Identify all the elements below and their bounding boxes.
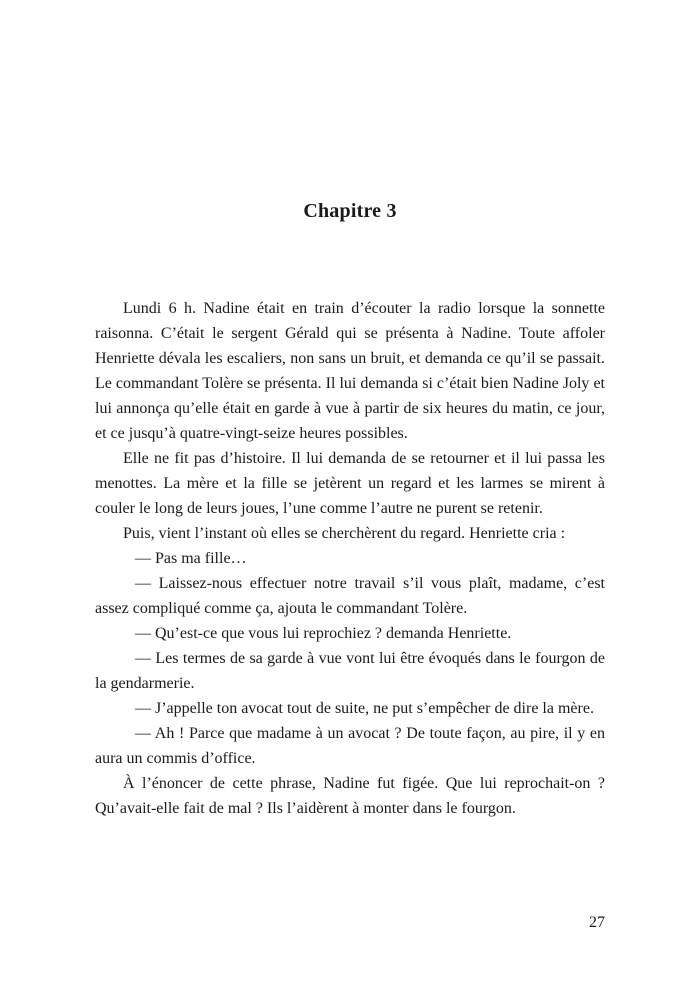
dialogue-paragraph: — J’appelle ton avocat tout de suite, ne put s’empêcher de dire la mère. [135, 700, 594, 717]
dialogue-paragraph: — Pas ma fille… [135, 550, 247, 567]
paragraph: Lundi 6 h. Nadine était en train d’écouter la radio lorsque la sonnette raisonna. C’était le sergent Gérald qui se présenta à Nadine. Toute affoler Henriette dévala les escaliers, non sans un bruit, et demanda ce qu’il se passait. Le commandant Tolère se présenta. Il lui demanda si c’était bien Nadine Joly et lui annonça qu’elle était en garde à vue à partir de six heures du matin, ce jour, et ce jusqu’à quatre-vingt-seize heures possibles. [95, 300, 605, 442]
dialogue-paragraph: — Les termes de sa garde à vue vont lui être évoqués dans le fourgon de la gendarmerie. [95, 650, 605, 692]
dialogue-paragraph: — Laissez-nous effectuer notre travail s’il vous plaît, madame, c’est assez compliqué comme ça, ajouta le commandant Tolère. [95, 575, 605, 617]
paragraph: Elle ne fit pas d’histoire. Il lui demanda de se retourner et il lui passa les menottes. La mère et la fille se jetèrent un regard et les larmes se mirent à couler le long de leurs joues, l’une comme l’autre ne purent se retenir. [95, 450, 605, 517]
body-text [95, 296, 605, 821]
paragraph: Puis, vient l’instant où elles se cherchèrent du regard. Henriette cria : [123, 525, 566, 542]
chapter-title: Chapitre 3 [303, 200, 397, 222]
dialogue-paragraph: — Qu’est-ce que vous lui reprochiez ? demanda Henriette. [135, 625, 512, 642]
paragraph: À l’énoncer de cette phrase, Nadine fut figée. Que lui reprochait-on ? Qu’avait-elle fait de mal ? Ils l’aidèrent à monter dans le fourgon. [95, 775, 605, 817]
page-number: 27 [589, 914, 605, 931]
dialogue-paragraph: — Ah ! Parce que madame à un avocat ? De toute façon, au pire, il y en aura un commis d’office. [95, 725, 605, 767]
